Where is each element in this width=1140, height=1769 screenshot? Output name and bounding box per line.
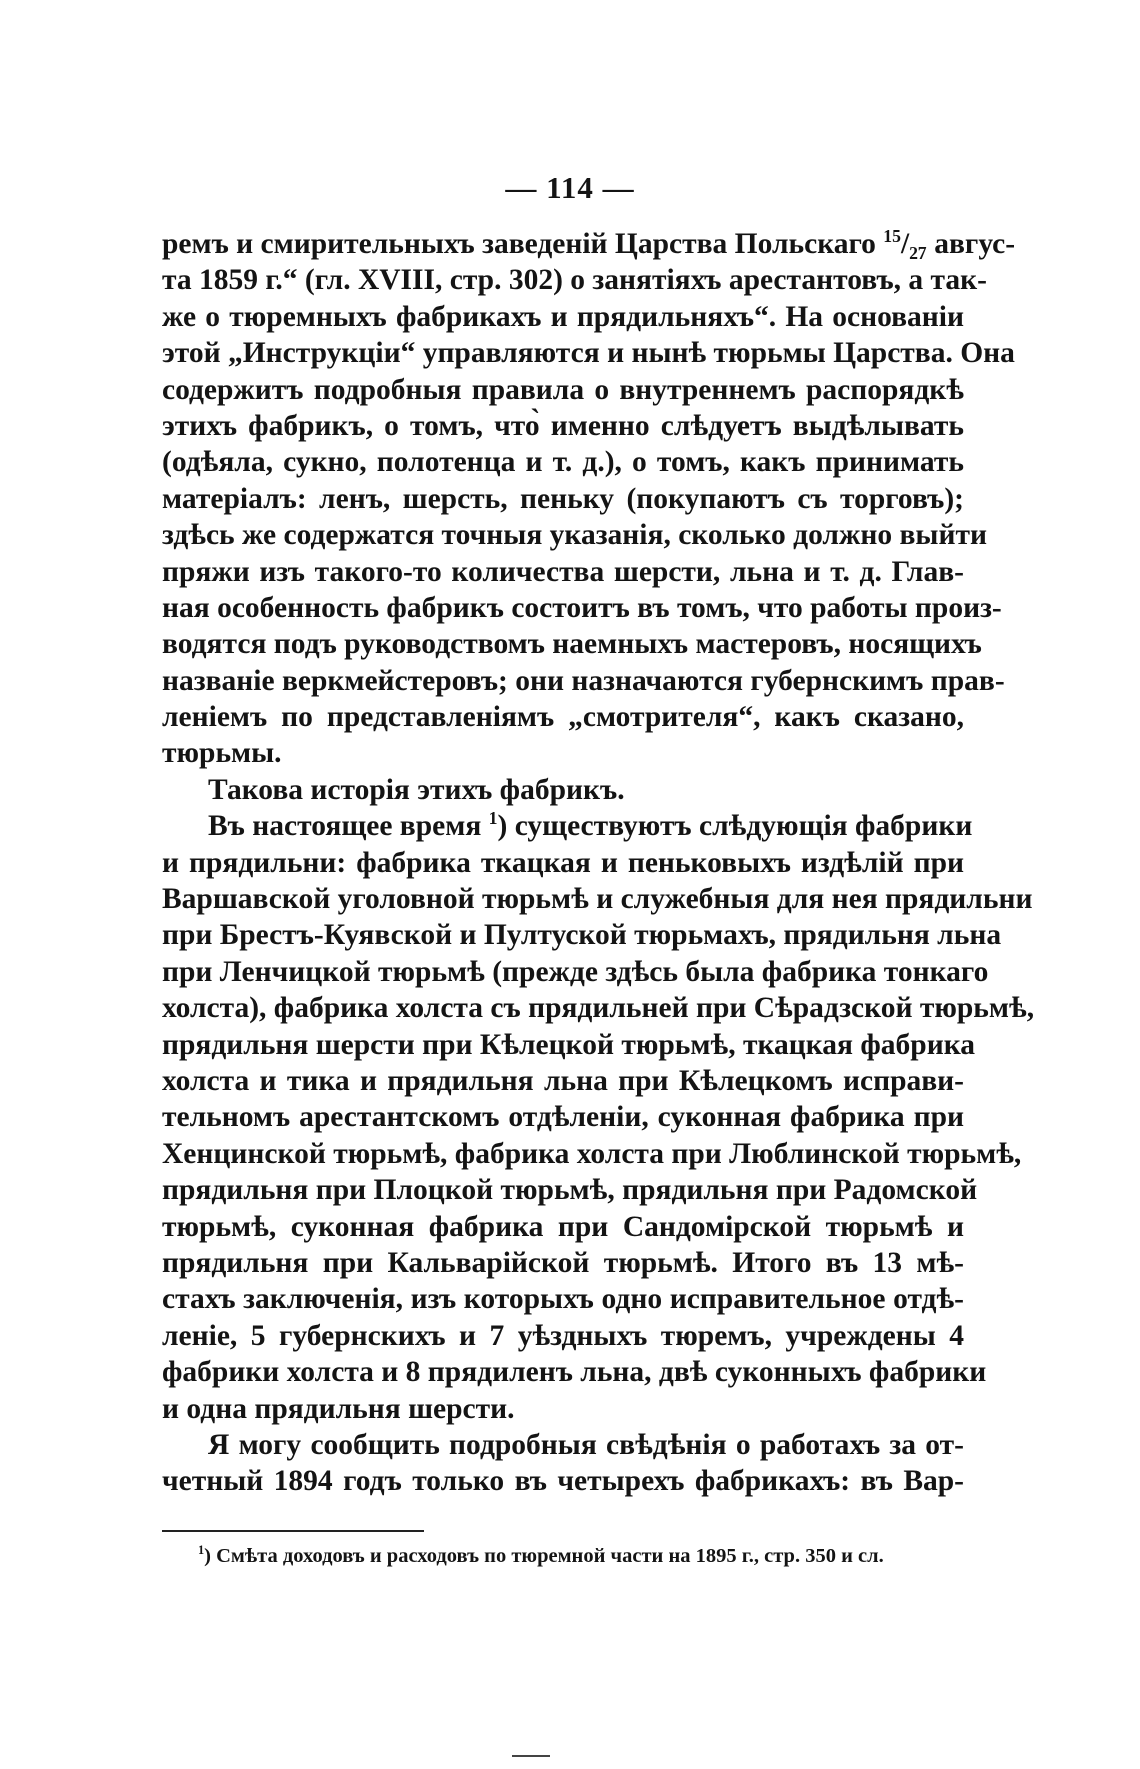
footnote-divider	[162, 1530, 424, 1532]
text-line: этой „Инструкціи“ управляются и нынѣ тюрьмы Царства. Она	[162, 337, 1015, 370]
text-line: ная особенность фабрикъ состоитъ въ томъ, что работы произ-	[162, 591, 1002, 624]
text-line: названіе веркмейстеровъ; они назначаются губернскимъ прав-	[162, 664, 1005, 697]
text-line: при Ленчицкой тюрьмѣ (прежде здѣсь была фабрика тонкаго	[162, 955, 989, 988]
text-line: при Брестъ-Куявской и Пултуской тюрьмахъ, прядильня льна	[162, 919, 1002, 952]
text-line: и одна прядильня шерсти.	[162, 1392, 515, 1425]
text-line: та 1859 г.“ (гл. XVIII, стр. 302) о занятіяхъ арестантовъ, а так-	[162, 264, 987, 297]
text-line: фабрики холста и 8 прядиленъ льна, двѣ суконныхъ фабрики	[162, 1356, 987, 1389]
footnote	[198, 1543, 968, 1569]
text-line: Варшавской уголовной тюрьмѣ и служебныя для нея прядильни	[162, 883, 1033, 916]
text-line: матеріалъ: ленъ, шерсть, пеньку (покупаютъ съ торговъ);	[162, 482, 964, 515]
text-line: стахъ заключенія, изъ которыхъ одно исправительное отдѣ-	[162, 1283, 964, 1316]
page-number: — 114 —	[505, 170, 635, 205]
footnote-marker: 1	[198, 1543, 205, 1558]
text-line: прядильня при Плоцкой тюрьмѣ, прядильня при Радомской	[162, 1174, 978, 1207]
text-line: четный 1894 годъ только въ четырехъ фабрикахъ: въ Вар-	[162, 1465, 964, 1498]
text-line: прядильня шерсти при Кѣлецкой тюрьмѣ, ткацкая фабрика	[162, 1028, 975, 1061]
text-line: Въ настоящее время $^1$) существуютъ слѣдующія фабрики	[208, 808, 973, 843]
bottom-mark	[512, 1755, 550, 1757]
text-line: водятся подъ руководствомъ наемныхъ мастеровъ, носящихъ	[162, 628, 982, 661]
text-line: тюрьмы.	[162, 737, 282, 770]
text-line: (одѣяла, сукно, полотенца и т. д.), о томъ, какъ принимать	[162, 446, 964, 479]
text-line: и прядильни: фабрика ткацкая и пеньковыхъ издѣлій при	[162, 846, 964, 879]
text-line: тельномъ арестантскомъ отдѣленіи, суконная фабрика при	[162, 1101, 964, 1134]
text-line: этихъ фабрикъ, о томъ, что̀ именно слѣдуетъ выдѣлывать	[162, 409, 964, 442]
text-line: пряжи изъ такого-то количества шерсти, льна и т. д. Глав-	[162, 555, 964, 588]
text-line: же о тюремныхъ фабрикахъ и прядильняхъ“. На основаніи	[162, 300, 964, 333]
footnote-text: ) Смѣта доходовъ и расходовъ по тюремной части на 1895 г., стр. 350 и сл.	[204, 1545, 884, 1567]
text-line: Я могу сообщить подробныя свѣдѣнія о работахъ за от-	[208, 1428, 964, 1461]
text-line: ремъ и смирительныхъ заведеній Царства Польскаго $^{15}$/₂₇ авгус-	[162, 226, 1016, 260]
text-line: прядильня при Кальварійской тюрьмѣ. Итого въ 13 мѣ-	[162, 1246, 964, 1279]
text-line: холста), фабрика холста съ прядильней при Сѣрадзской тюрьмѣ,	[162, 992, 1035, 1025]
text-line: Хенцинской тюрьмѣ, фабрика холста при Люблинской тюрьмѣ,	[162, 1137, 1022, 1170]
text-line: холста и тика и прядильня льна при Кѣлецкомъ исправи-	[162, 1064, 964, 1097]
text-line: тюрьмѣ, суконная фабрика при Сандомірской тюрьмѣ и	[162, 1210, 964, 1243]
text-line: содержитъ подробныя правила о внутреннемъ распорядкѣ	[162, 373, 964, 406]
text-line: здѣсь же содержатся точныя указанія, сколько должно выйти	[162, 519, 987, 552]
text-line: леніе, 5 губернскихъ и 7 уѣздныхъ тюремъ, учреждены 4	[162, 1319, 964, 1352]
body-text	[162, 226, 1035, 1500]
text-line: леніемъ по представленіямъ „смотрителя“, какъ сказано,	[162, 701, 964, 734]
text-line: Такова исторія этихъ фабрикъ.	[208, 773, 625, 806]
